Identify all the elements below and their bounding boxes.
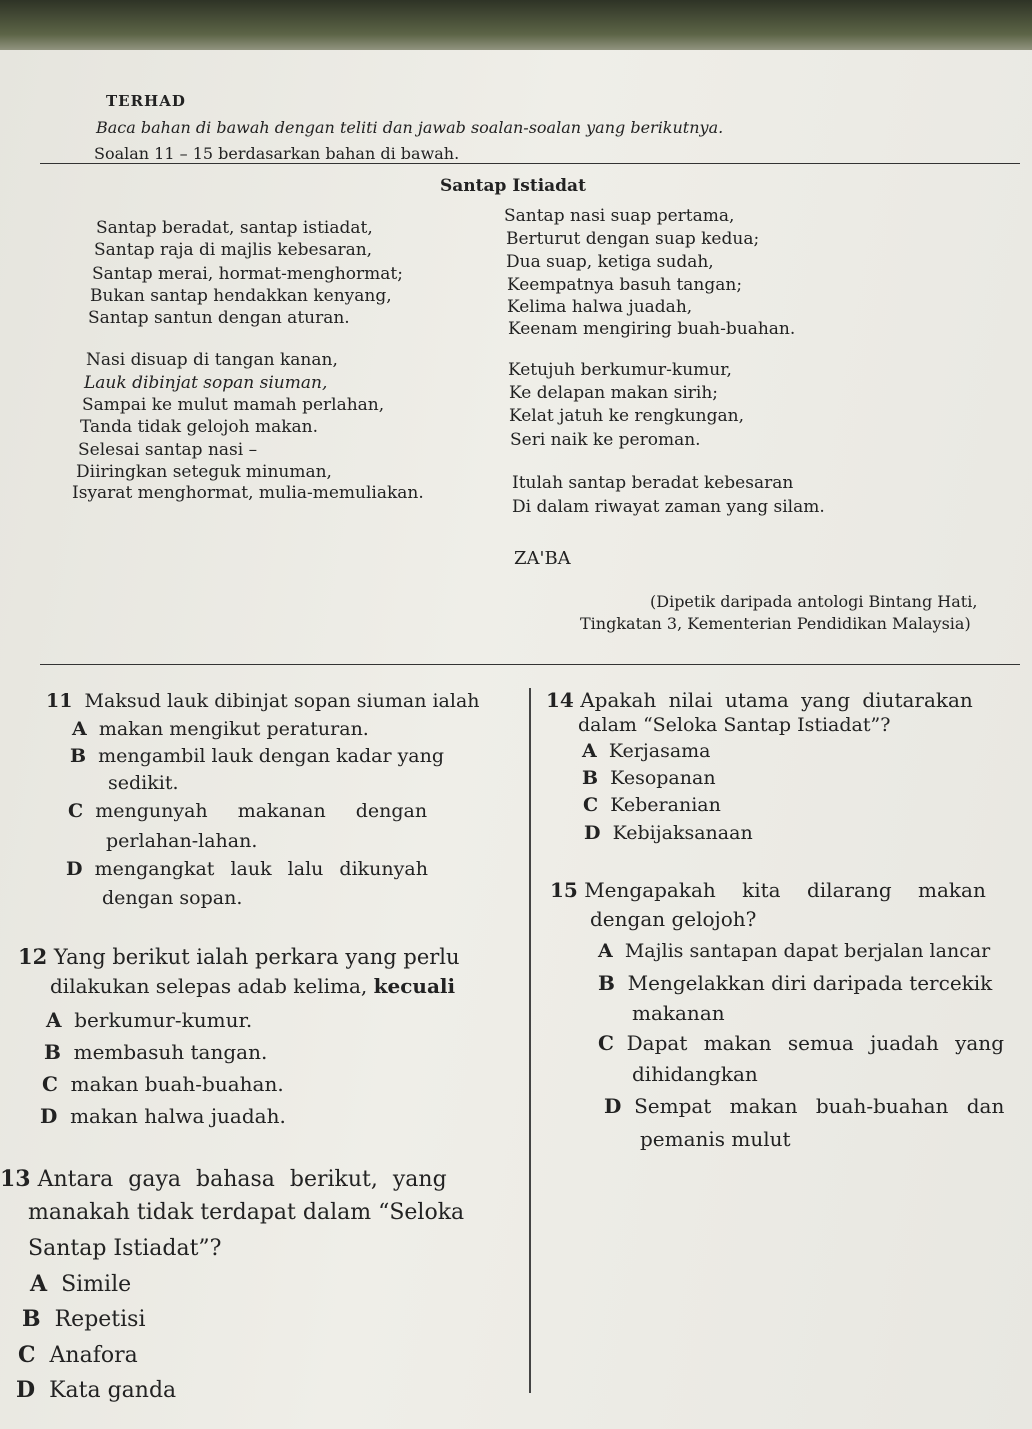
- question-11-stem: [46, 690, 480, 712]
- option-text-cont: makanan: [632, 1001, 725, 1025]
- question-text: dilakukan selepas adab kelima,: [50, 974, 368, 998]
- option-c[interactable]: [583, 794, 721, 816]
- option-c[interactable]: [68, 800, 427, 822]
- option-text: makan mengikut peraturan.: [98, 718, 369, 740]
- poem-line: Nasi disuap di tangan kanan,: [86, 350, 338, 370]
- option-text-cont: sedikit.: [108, 772, 179, 794]
- question-15-stem: [550, 878, 986, 902]
- poem-line: Kelat jatuh ke rengkungan,: [509, 406, 745, 426]
- option-letter: B: [70, 745, 87, 767]
- poem-line: Santap nasi suap pertama,: [504, 206, 735, 226]
- option-a[interactable]: [598, 940, 990, 962]
- poem-line: Diiringkan seteguk minuman,: [76, 462, 332, 482]
- question-text: dalam “Seloka Santap Istiadat”?: [578, 714, 891, 736]
- source-line: Tingkatan 3, Kementerian Pendidikan Malaysia): [580, 614, 971, 633]
- option-text: Kata ganda: [49, 1378, 177, 1403]
- option-d[interactable]: [66, 858, 428, 880]
- question-number: 13: [0, 1166, 31, 1192]
- poem-line: Santap raja di majlis kebesaran,: [94, 240, 373, 260]
- option-letter: D: [66, 858, 83, 880]
- option-text: makan halwa juadah.: [70, 1104, 286, 1128]
- option-letter: C: [598, 1031, 614, 1055]
- option-letter: D: [584, 822, 601, 844]
- poem-line: Bukan santap hendakkan kenyang,: [90, 286, 392, 306]
- question-text: Santap Istiadat”?: [28, 1236, 222, 1261]
- option-letter: B: [22, 1306, 41, 1332]
- poem-line: Itulah santap beradat kebesaran: [512, 473, 794, 493]
- option-letter: C: [583, 794, 599, 816]
- option-text-cont: dihidangkan: [632, 1062, 758, 1086]
- option-d[interactable]: [604, 1094, 1004, 1118]
- option-a[interactable]: [72, 718, 369, 740]
- poem-line: Ke delapan makan sirih;: [509, 383, 719, 403]
- option-text: Mengelakkan diri daripada tercekik: [627, 971, 993, 995]
- option-letter: A: [72, 718, 87, 740]
- source-line: (Dipetik daripada antologi Bintang Hati,: [650, 592, 978, 611]
- option-text: Keberanian: [610, 794, 721, 816]
- poem-title: Santap Istiadat: [440, 176, 586, 196]
- option-text: mengunyah makanan dengan: [95, 800, 428, 822]
- option-letter: B: [44, 1040, 61, 1064]
- question-text: dengan gelojoh?: [590, 907, 757, 931]
- option-letter: D: [604, 1094, 622, 1118]
- question-number: 14: [546, 688, 574, 712]
- poem-line: Ketujuh berkumur-kumur,: [508, 360, 732, 380]
- option-text-cont: pemanis mulut: [640, 1127, 791, 1151]
- poem-line: Berturut dengan suap kedua;: [506, 229, 760, 249]
- option-text: membasuh tangan.: [73, 1040, 268, 1064]
- question-text: Mengapakah kita dilarang makan: [584, 878, 986, 902]
- poem-line: Tanda tidak gelojoh makan.: [80, 417, 319, 437]
- option-letter: C: [42, 1072, 58, 1096]
- poem-line: Santap beradat, santap istiadat,: [96, 218, 373, 238]
- question-13-stem: [0, 1166, 447, 1192]
- poem-line: Di dalam riwayat zaman yang silam.: [512, 497, 825, 517]
- option-text: mengambil lauk dengan kadar yang: [98, 745, 445, 767]
- question-12-stem: [18, 944, 460, 969]
- classification-label: TERHAD: [106, 92, 186, 110]
- option-a[interactable]: [582, 740, 711, 762]
- question-range-text: Soalan 11 – 15 berdasarkan bahan di bawah.: [94, 144, 460, 163]
- option-b[interactable]: [582, 767, 716, 789]
- option-letter: A: [582, 740, 597, 762]
- option-c[interactable]: [18, 1342, 138, 1368]
- option-text: Anafora: [49, 1343, 138, 1368]
- column-divider: [529, 688, 531, 1393]
- option-text: berkumur-kumur.: [74, 1008, 253, 1032]
- option-d[interactable]: [16, 1377, 176, 1403]
- question-number: 12: [18, 944, 48, 969]
- option-letter: D: [40, 1104, 58, 1128]
- option-text-cont: dengan sopan.: [102, 887, 243, 909]
- option-letter: C: [18, 1342, 36, 1368]
- question-text: Maksud lauk dibinjat sopan siuman ialah: [84, 690, 480, 712]
- option-text: Repetisi: [54, 1307, 146, 1332]
- question-text: Antara gaya bahasa berikut, yang: [37, 1167, 447, 1192]
- option-text: makan buah-buahan.: [70, 1072, 284, 1096]
- option-text: Kebijaksanaan: [612, 822, 753, 844]
- option-letter: A: [30, 1271, 48, 1297]
- poem-line: Sampai ke mulut mamah perlahan,: [82, 395, 385, 415]
- option-letter: A: [46, 1008, 62, 1032]
- option-b[interactable]: [598, 971, 992, 995]
- poem-line: Santap merai, hormat-menghormat;: [92, 264, 403, 284]
- poem-line: Seri naik ke peroman.: [510, 430, 701, 450]
- question-text: Apakah nilai utama yang diutarakan: [580, 688, 973, 712]
- option-c[interactable]: [42, 1072, 284, 1096]
- option-letter: D: [16, 1377, 36, 1403]
- option-b[interactable]: [70, 745, 444, 767]
- question-keyword: kecuali: [373, 974, 456, 998]
- poem-line: Dua suap, ketiga sudah,: [506, 252, 714, 272]
- option-letter: B: [582, 767, 599, 789]
- poem-line: Lauk dibinjat sopan siuman,: [84, 373, 328, 393]
- option-text: Kesopanan: [610, 767, 716, 789]
- option-a[interactable]: [46, 1008, 252, 1032]
- poem-author: ZA'BA: [514, 548, 571, 569]
- option-text: Simile: [61, 1272, 132, 1297]
- option-text: mengangkat lauk lalu dikunyah: [94, 858, 428, 880]
- option-letter: A: [598, 940, 613, 962]
- option-letter: B: [598, 971, 615, 995]
- option-text: Dapat makan semua juadah yang: [626, 1031, 1004, 1055]
- option-text: Kerjasama: [608, 740, 711, 762]
- option-d[interactable]: [584, 822, 753, 844]
- poem-line: Santap santun dengan aturan.: [88, 308, 350, 328]
- question-14-stem: [546, 688, 973, 712]
- poem-line: Keenam mengiring buah-buahan.: [508, 319, 796, 339]
- question-number: 15: [550, 878, 578, 902]
- option-text: Sempat makan buah-buahan dan: [634, 1094, 1005, 1118]
- poem-line: Isyarat menghormat, mulia-memuliakan.: [72, 483, 424, 503]
- option-d[interactable]: [40, 1104, 286, 1128]
- poem-line: Selesai santap nasi –: [78, 440, 258, 460]
- option-c[interactable]: [598, 1031, 1004, 1055]
- question-text: Yang berikut ialah perkara yang perlu: [53, 945, 460, 969]
- poem-line: Kelima halwa juadah,: [507, 297, 693, 317]
- option-b[interactable]: [22, 1306, 146, 1332]
- option-a[interactable]: [30, 1271, 131, 1297]
- question-12-stem-cont: [50, 974, 455, 998]
- option-text-cont: perlahan-lahan.: [106, 830, 258, 852]
- poem-line: Keempatnya basuh tangan;: [507, 275, 743, 295]
- instruction-text: Baca bahan di bawah dengan teliti dan jawab soalan-soalan yang berikutnya.: [96, 118, 724, 137]
- option-b[interactable]: [44, 1040, 267, 1064]
- option-letter: C: [68, 800, 84, 822]
- question-number: 11: [46, 690, 73, 712]
- option-text: Majlis santapan dapat berjalan lancar: [624, 940, 991, 962]
- question-text: manakah tidak terdapat dalam “Seloka: [28, 1200, 465, 1225]
